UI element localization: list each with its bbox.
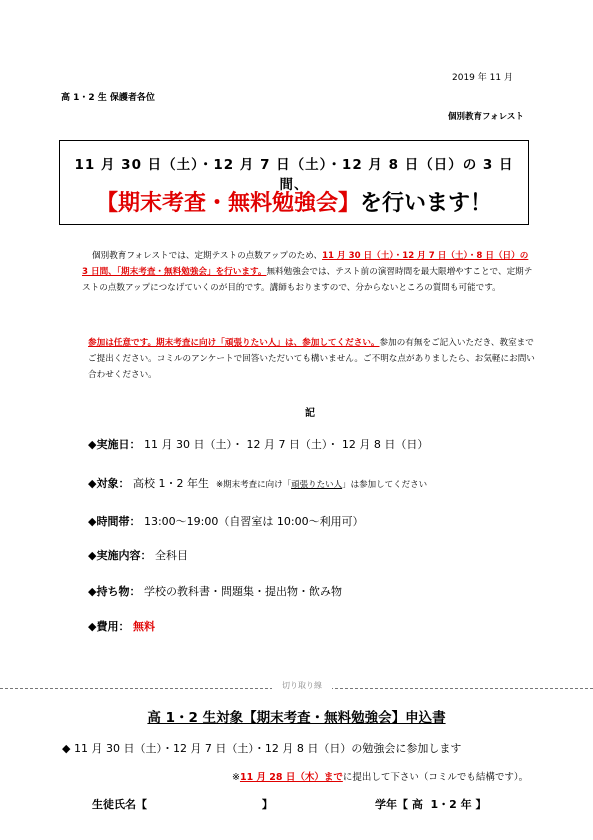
addressee: 高 1・2 生 保護者各位 xyxy=(61,93,155,103)
target-label: ◆対象： xyxy=(88,477,130,490)
headline-box xyxy=(59,140,529,225)
dates-label: ◆実施日： xyxy=(88,438,141,451)
document-date: 2019 年 11 月 xyxy=(452,73,513,83)
target-note xyxy=(216,480,427,490)
notice-highlight: 参加は任意です。期末考査に向け「頑張りたい人」は、参加してください。 xyxy=(88,338,380,348)
ki-heading: 記 xyxy=(305,408,315,419)
headline-event xyxy=(60,186,528,217)
notice-text: 参加の有無をご記入いただき、教室までご提出ください。コミルのアンケートで回答いただいても構いません。ご不明な点がありましたら、お気軽にお問い合わせください。 xyxy=(88,338,535,380)
target-value: 高校 1・2 年生 xyxy=(132,477,209,490)
deadline-prefix: ※ xyxy=(232,772,240,783)
deadline-date: 11 月 28 日（木）まで xyxy=(239,772,343,783)
deadline-suffix: に提出して下さい（コミルでも結構です）。 xyxy=(342,772,529,783)
target-note-emph: 頑張りたい人 xyxy=(291,480,343,490)
detail-cost xyxy=(88,618,155,634)
cost-value: 無料 xyxy=(132,620,155,633)
cut-line-label: 切り取り線 xyxy=(272,680,332,691)
belongings-label: ◆持ち物： xyxy=(88,585,141,598)
time-label: ◆時間帯： xyxy=(88,515,141,528)
target-note-a: ※期末考査に向け「 xyxy=(215,480,292,490)
detail-target xyxy=(88,475,427,491)
detail-content xyxy=(88,547,188,563)
intro-text-b: 無料勉強会では、テスト前の演習時間を最大限増やすことで、定期テストの点数アップにつなげていくのが目的です。講師もおりますので、分からないところの質問も可能です。 xyxy=(82,267,533,293)
belongings-value: 学校の教科書・問題集・提出物・飲み物 xyxy=(143,585,342,598)
grade-field[interactable]: 学年【 高 1・2 年 】 xyxy=(375,798,487,811)
intro-paragraph xyxy=(82,248,537,296)
event-suffix: を行います！ xyxy=(360,191,493,216)
intro-text-a: 個別教育フォレストでは、定期テストの点数アップのため、 xyxy=(92,251,323,261)
intro-highlight: 11 月 30 日（土）・12 月 7 日（土）・8 日（日）の 3 日間、「期末考査・無料勉強会」を行います。 xyxy=(82,251,529,277)
form-deadline xyxy=(232,769,528,783)
content-label: ◆実施内容： xyxy=(88,549,152,562)
form-title: 高 1・2 生対象【期末考査・無料勉強会】申込書 xyxy=(147,710,446,726)
notice-paragraph xyxy=(88,335,538,383)
headline-dates: 11 月 30 日（土）・12 月 7 日（土）・12 月 8 日（日）の 3 日間、 xyxy=(74,157,514,193)
content-value: 全科目 xyxy=(154,549,188,562)
dates-value: 11 月 30 日（土）・ 12 月 7 日（土）・ 12 月 8 日（日） xyxy=(143,438,429,451)
time-value: 13:00～19:00（自習室は 10:00～利用可） xyxy=(143,515,364,528)
student-name-field[interactable]: 生徒氏名【 】 xyxy=(92,798,273,811)
form-participation: ◆ 11 月 30 日（土）・12 月 7 日（土）・12 月 8 日（日）の勉強会に参加します xyxy=(62,742,462,755)
event-name: 【期末考査・無料勉強会】 xyxy=(95,191,360,216)
cost-label: ◆費用： xyxy=(88,620,130,633)
detail-belongings xyxy=(88,583,342,599)
target-note-b: 」は参加してください xyxy=(342,480,428,490)
detail-time xyxy=(88,513,364,529)
sender-name: 個別教育フォレスト xyxy=(448,112,524,122)
detail-dates xyxy=(88,436,428,452)
